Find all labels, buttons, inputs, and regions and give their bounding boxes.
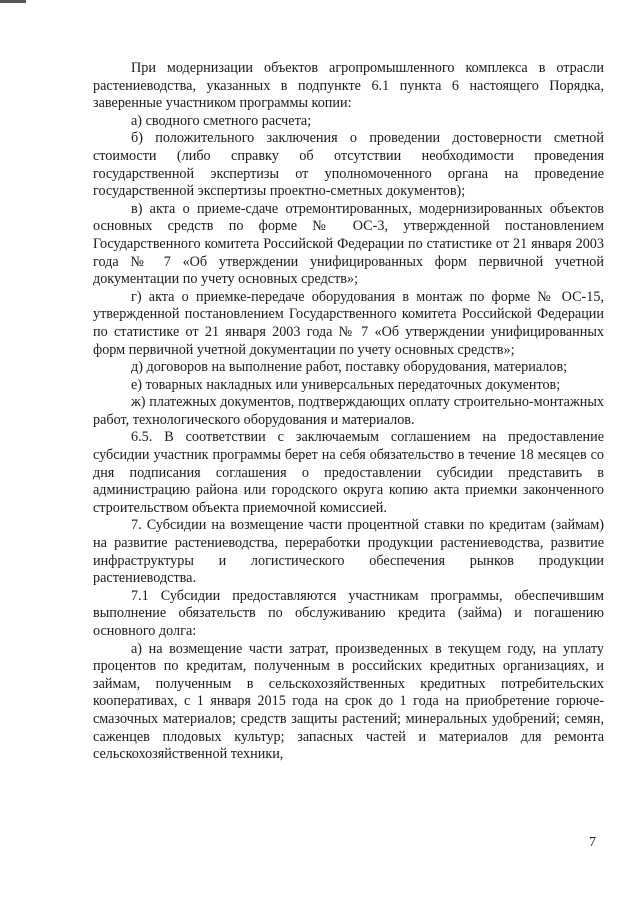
section-7-1-item-a: а) на возмещение части затрат, произведенных в текущем году, на уплату процентов по кредитам, полученным в российских кредитных организациях, и займам, полученным в сельскохозяйственных кредитных потребительских кооперативах, с 1 января 2015 года на срок до 1 года на приобретение горюче-смазочных материалов; средств защиты растений; минеральных удобрений; семян, саженцев плодовых культур; запасных частей и материалов для ремонта сельскохозяйственной техники, (93, 640, 604, 763)
item-b-expertise: б) положительного заключения о проведении достоверности сметной стоимости (либо справку об отсутствии необходимости проведения государственной экспертизы от уполномоченного органа на проведение государственной экспертизы проектно-сметных документов); (93, 130, 604, 200)
item-e-invoices: е) товарных накладных или универсальных передаточных документов; (131, 376, 561, 393)
item-g-act-os15: г) акта о приемке-передаче оборудования в монтаж по форме № ОС-15, утвержденной постановлением Государственного комитета Российской Федерации по статистике от 21 января 2003 года № 7 «Об утверждении унифицированных форм первичной учетной документации по учету основных средств»; (93, 288, 604, 358)
document-body (93, 60, 604, 764)
section-7-heading: 7. Субсидии на возмещение части процентной ставки по кредитам (займам) на развитие растениеводства, переработки продукции растениеводства, развитие инфраструктуры и логистического обеспечения рынков продукции растениеводства. (93, 517, 604, 587)
item-d-contracts: д) договоров на выполнение работ, поставку оборудования, материалов; (131, 359, 568, 376)
scan-corner-mark (0, 0, 26, 3)
paragraph-modernization-intro: При модернизации объектов агропромышленного комплекса в отрасли растениеводства, указанных в подпункте 6.1 пункта 6 настоящего Порядка, заверенные участником программы копии: (93, 60, 604, 112)
item-v-act-os3: в) акта о приеме-сдаче отремонтированных, модернизированных объектов основных средств по форме № ОС-3, утвержденной постановлением Государственного комитета Российской Федерации по статистике от 21 января 2003 года № 7 «Об утверждении унифицированных форм первичной учетной документации по учету основных средств»; (93, 200, 604, 288)
item-a-estimate: а) сводного сметного расчета; (131, 112, 312, 129)
item-zh-payments: ж) платежных документов, подтверждающих оплату строительно-монтажных работ, технологического оборудования и материалов. (93, 394, 604, 428)
section-7-1: 7.1 Субсидии предоставляются участникам программы, обеспечившим выполнение обязательств по обслуживанию кредита (займа) и погашению основного долга: (93, 587, 604, 639)
section-6-5: 6.5. В соответствии с заключаемым соглашением на предоставление субсидии участник программы берет на себя обязательство в течение 18 месяцев со дня подписания соглашения о предоставлении субсидии представить в администрацию района или городского округа копию акта приемки законченного строительством объекта приемочной комиссией. (93, 429, 604, 516)
page-number: 7 (589, 835, 596, 850)
